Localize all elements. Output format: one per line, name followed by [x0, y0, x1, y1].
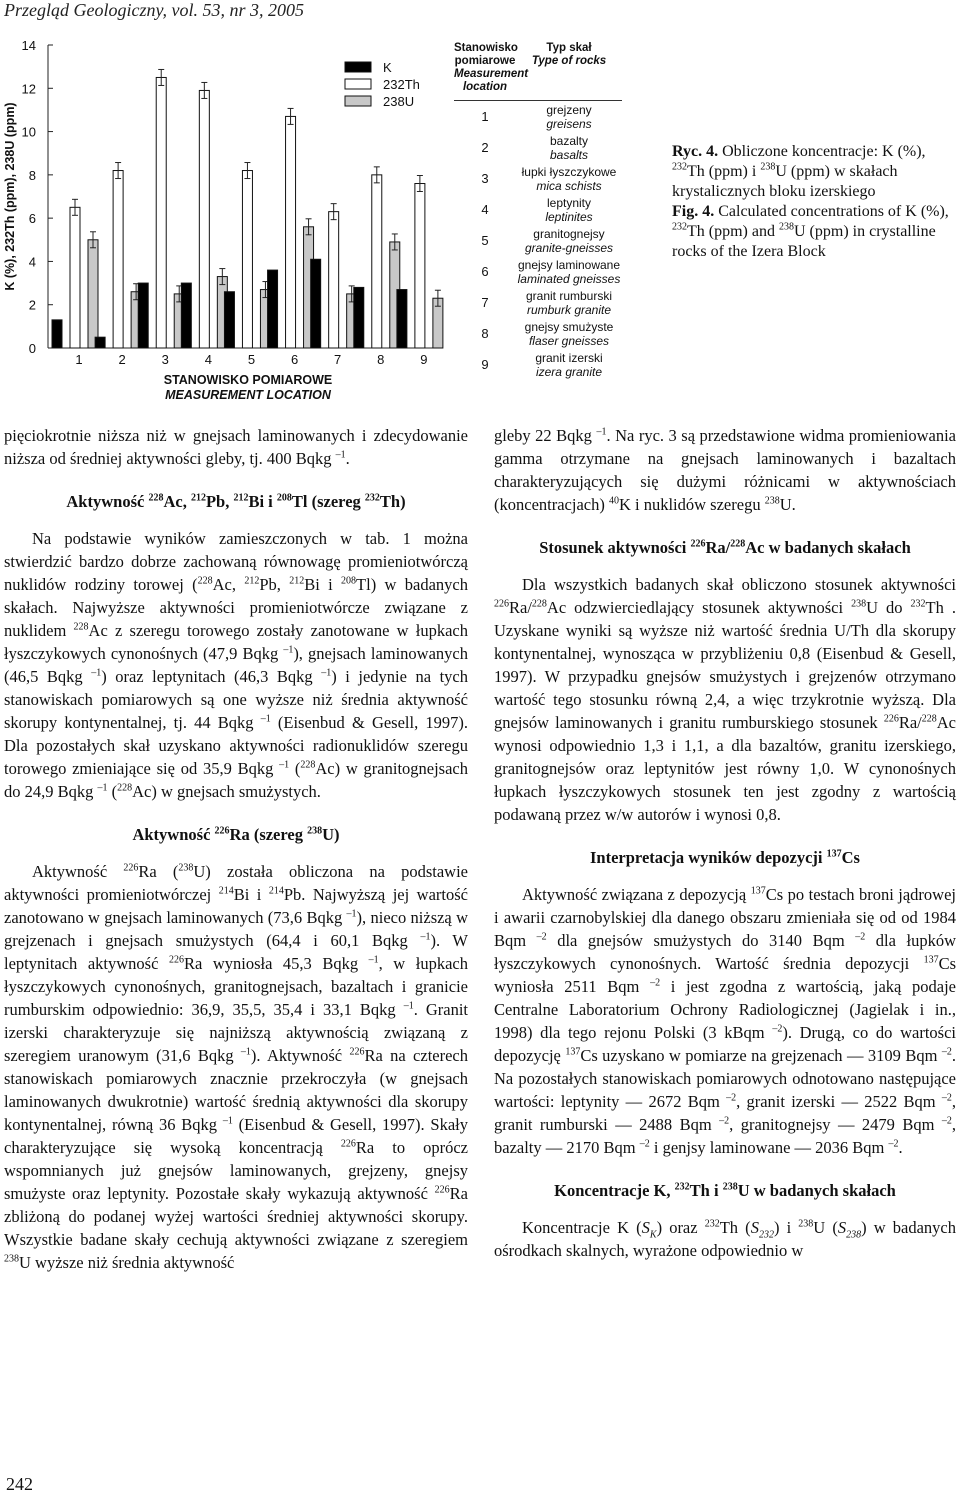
caption-label-pl: Ryc. 4.: [672, 143, 719, 160]
section-heading-ra-ac-ratio: Stosunek aktywności $^{226}$Ra/$^{228}$Ac w badanych skałach: [539, 538, 911, 557]
table-row: [454, 287, 622, 318]
section-heading-ra-226: Aktywność $^{226}$Ra (szereg $^{238}$U): [132, 825, 340, 844]
rock-type-en: greisens: [546, 116, 592, 131]
y-tick-label: 4: [28, 254, 36, 270]
table-head-rock-pl: Typ skał: [546, 42, 592, 54]
bar-k-8: [354, 287, 364, 348]
paragraph: Aktywność związana z depozycją $^{137}$Cs po testach broni jądrowej i awarii czarnobylskiej dla danego obszaru zmieniała się od od 1984 Bqm $^{-2}$ dla gnejsów smużystych do 3140 Bqm $^{-2}$ dla łupków łyszczykowych cynonośnych. Wartość średnia depozycji $^{137}$Cs wyniosła 2511 Bqm $^{-2}$ i jest zgodna z wartością, jaką podaje Centralne Laboratorium Ochrony Radiologicznej (Jagielak i in., 1998) dla tego rejonu Polski (3 kBqm $^{-2}$). Drugą, co do wartości depozycję $^{137}$Cs uzyskano w pomiarze na grejzenach — 3109 Bqm $^{-2}$. Na pozostałych stanowiskach pomiarowych odnotowano następujące wartości: leptynity — 2672 Bqm $^{-2}$, granit izerski — 2522 Bqm $^{-2}$, granit rumburski — 2488 Bqm $^{-2}$, granitognejsy — 2479 Bqm $^{-2}$, bazalty — 2170 Bqm $^{-2}$ i genjsy laminowane — 2036 Bqm $^{-2}$.: [494, 885, 956, 1157]
x-tick-label: 4: [204, 352, 212, 367]
table-row: [454, 163, 622, 194]
table-head-location-pl: Stanowisko pomiarowe: [454, 42, 518, 67]
location-number: 6: [481, 264, 489, 279]
location-number: 1: [481, 109, 489, 124]
rock-type-pl: gnejsy smużyste: [524, 319, 614, 334]
table-row: [454, 132, 622, 163]
rock-type-en: rumburk granite: [526, 302, 612, 317]
text-column-right: [494, 424, 956, 1262]
table-row: [454, 318, 622, 349]
x-tick-label: 8: [377, 352, 385, 367]
table-row: [454, 349, 622, 380]
rock-type-pl: łupki łyszczykowe: [521, 164, 617, 179]
rock-type-en: flaser gneisses: [528, 333, 610, 348]
bar-238u-1: [88, 240, 98, 348]
x-tick-label: 5: [247, 352, 256, 367]
section-heading-cs-137: Interpretacja wyników depozycji $^{137}$Cs: [590, 848, 860, 867]
caption-label-en: Fig. 4.: [672, 203, 715, 220]
x-axis-label-pl: STANOWISKO POMIAROWE: [163, 373, 333, 387]
location-number: 2: [481, 140, 489, 155]
rock-type-pl: granitognejsy: [533, 226, 605, 241]
x-tick-label: 1: [75, 352, 83, 367]
table-row: [454, 194, 622, 225]
rock-type-en: izera granite: [535, 364, 603, 379]
x-axis-label-en: MEASUREMENT LOCATION: [165, 388, 331, 402]
location-number: 4: [481, 202, 489, 217]
bar-232th-5: [242, 171, 252, 348]
text-column-left: [4, 424, 468, 1274]
locations-table: [454, 40, 622, 386]
table-row: [454, 101, 622, 132]
rock-type-en: laminated gneisses: [517, 271, 621, 286]
legend-swatch: [345, 96, 371, 106]
bar-k-7: [311, 259, 321, 348]
table-head-rock-en: Type of rocks: [531, 55, 607, 67]
location-number: 7: [481, 295, 489, 310]
rock-type-en: granite-gneisses: [524, 240, 614, 255]
x-tick-label: 3: [161, 352, 169, 367]
table-row: [454, 256, 622, 287]
figure-caption: [672, 142, 958, 262]
rock-type-pl: bazalty: [549, 133, 589, 148]
bar-232th-2: [113, 171, 123, 348]
x-tick-label: 7: [334, 352, 342, 367]
y-tick-label: 6: [28, 211, 36, 227]
y-tick-label: 14: [21, 38, 36, 53]
legend-label: 232Th: [383, 77, 420, 92]
table-head-location-en: Measurement location: [454, 68, 529, 93]
page-number: 242: [6, 1474, 33, 1494]
bar-k-3: [138, 283, 148, 348]
rock-type-pl: grejzeny: [546, 102, 592, 117]
paragraph: Na podstawie wyników zamieszczonych w tab. 1 można stwierdzić bardzo dobrze zachowaną równowagę promieniotwórczą nuklidów rodziny torowej ($^{228}$Ac, $^{212}$Pb, $^{212}$Bi i $^{208}$Tl) w badanych skałach. Najwyższe aktywności promieniotwórcze związane z nuklidem $^{228}$Ac z szeregu torowego zostały zanotowane w łupkach łyszczykowych cynonośnych (47,9 Bqkg $^{-1}$), gnejsach laminowanych (46,5 Bqkg $^{-1}$) oraz leptynitach (46,3 Bqkg $^{-1}$) i jedynie na tych stanowiskach pomiarowych są one wyższe niż średnia aktywność skorupy kontynentalnej, tj. 44 Bqkg $^{-1}$ (Eisenbud & Gesell, 1997). Dla pozostałych skał uzyskano aktywności radionuklidów szeregu torowego zmieniające się od 35,9 Bqkg $^{-1}$ ($^{228}$Ac) w granitognejsach do 24,9 Bqkg $^{-1}$ ($^{228}$Ac) w gnejsach smużystych.: [4, 529, 469, 801]
bar-232th-4: [199, 90, 209, 348]
legend-swatch: [345, 79, 371, 89]
x-tick-label: 9: [420, 352, 428, 367]
bar-232th-8: [372, 175, 382, 348]
x-tick-label: 2: [118, 352, 126, 367]
legend-label: K: [383, 60, 392, 75]
y-tick-label: 12: [21, 81, 36, 97]
paragraph: Koncentracje K $(S_K)$ oraz $^{232}$Th $(S_{232})$ i $^{238}$U $(S_{238})$ w badanych ośrodkach skalnych, wyrażone odpowiednio w: [494, 1218, 956, 1260]
legend-label: 238U: [383, 94, 415, 109]
caption-text-en: Calculated concentrations of K (%), $^{232}$Th (ppm) and $^{238}$U (ppm) in crystalline rocks of the Izera Block: [672, 203, 949, 260]
section-heading-k-th-u: Koncentracje K, $^{232}$Th i $^{238}$U w badanych skałach: [554, 1181, 896, 1200]
paragraph: gleby 22 Bqkg $^{-1}$. Na ryc. 3 są przedstawione widma promieniowania gamma otrzymane na gnejsach laminowanych i bazaltach charakteryzujących się dużymi różnicami w aktywnościach (koncentracjach) $^{40}$K i nuklidów szeregu $^{238}$U.: [494, 426, 956, 514]
bar-k-2: [95, 337, 105, 348]
rock-type-en: leptinites: [545, 209, 593, 224]
location-number: 3: [481, 171, 489, 186]
y-tick-label: 0: [28, 341, 36, 356]
y-axis-label: K (%), 232Th (ppm), 238U (ppm): [3, 102, 17, 291]
y-tick-label: 8: [28, 167, 36, 183]
x-tick-label: 6: [290, 352, 299, 367]
bar-232th-7: [329, 212, 339, 348]
rock-type-pl: leptynity: [546, 195, 592, 210]
location-number: 9: [481, 357, 489, 372]
caption-text-pl: Obliczone koncentracje: K (%), $^{232}$Th (ppm) i $^{238}$U (ppm) w skałach krystalicznych bloku izerskiego: [672, 143, 926, 200]
y-tick-label: 2: [28, 297, 36, 313]
y-tick-label: 10: [21, 124, 36, 140]
rock-type-pl: granit izerski: [535, 350, 603, 365]
legend-swatch: [345, 62, 371, 72]
bar-232th-9: [415, 184, 425, 348]
bar-chart: [0, 30, 450, 410]
section-heading-ac-pb-bi-tl: Aktywność $^{228}$Ac, $^{212}$Pb, $^{212}$Bi i $^{208}$Tl (szereg $^{232}$Th): [66, 492, 406, 511]
bar-k-6: [268, 270, 278, 348]
bar-232th-1: [70, 207, 80, 348]
rock-type-pl: gnejsy laminowane: [517, 257, 621, 272]
rock-type-pl: granit rumburski: [525, 288, 613, 303]
bar-k-1: [52, 320, 62, 348]
bar-232th-3: [156, 77, 166, 348]
table-row: [454, 225, 622, 256]
journal-header: Przegląd Geologiczny, vol. 53, nr 3, 2005: [4, 0, 304, 20]
bar-k-5: [224, 292, 234, 348]
location-number: 8: [481, 326, 489, 341]
bar-k-9: [397, 290, 407, 348]
paragraph: pięciokrotnie niższa niż w gnejsach laminowanych i zdecydowanie niższa od średniej aktywności gleby, tj. 400 Bqkg $^{-1}$.: [4, 426, 468, 468]
bar-k-4: [181, 283, 191, 348]
paragraph: Dla wszystkich badanych skał obliczono stosunek aktywności $^{226}$Ra/$^{228}$Ac odzwierciedlający stosunek aktywności $^{238}$U do $^{232}$Th . Uzyskane wyniki są wyższe niż wartość średnia U/Th dla skorupy kontynentalnej, wynosząca w przybliżeniu 0,8 (Eisenbud & Gesell, 1997). W przypadku gnejsów smużystych i grejzenów otrzymano wartość tego stosunku równą 2,4, a więc trzykrotnie wyższą. Dla gnejsów laminowanych i granitu rumburskiego stosunek $^{226}$Ra/$^{228}$Ac wynosi odpowiednio 1,3 i 1,1, a dla bazaltów, granitu izerskiego, granitognejsów oraz leptynitów jest równy 1,0. W cynonośnych łupkach łyszczykowych stosunek ten jest zgodny z wartością podawaną przez w/w autorów i wynosi 0,8.: [494, 575, 956, 824]
location-number: 5: [481, 233, 489, 248]
rock-type-en: mica schists: [536, 178, 602, 193]
bar-232th-6: [286, 116, 296, 348]
rock-type-en: basalts: [549, 147, 589, 162]
paragraph: Aktywność $^{226}$Ra ($^{238}$U) została obliczona na podstawie aktywności promieniotwórczej $^{214}$Bi i $^{214}$Pb. Najwyższą jej wartość zanotowano w gnejsach laminowanych (73,6 Bqkg $^{-1}$), nieco niższą w grejzenach i gnejsach smużystych (64,4 i 60,1 Bqkg $^{-1}$). W leptynitach aktywność $^{226}$Ra wyniosła 45,3 Bqkg $^{-1}$, w łupkach łyszczykowych cynonośnych, granitognejsach, bazaltach i granicie rumburskim odpowiednio: 36,9, 35,5, 35,4 i 33,1 Bqkg $^{-1}$. Granit izerski charakteryzuje się najniższą aktywnością związaną z szeregiem uranowym (31,6 Bqkg $^{-1}$). Aktywność $^{226}$Ra na czterech stanowiskach pomiarowych znacznie przekroczyła (w gnejsach laminowanych dwukrotnie) wartość średnią aktywności dla skorupy kontynentalnej, równą 36 Bqkg $^{-1}$ (Eisenbud & Gesell, 1997). Skały charakteryzujące się wysoką koncentracją $^{226}$Ra to oprócz wspomnianych już gnejsów laminowanych, grejzeny, gnejsy smużyste oraz leptynity. Pozostałe skały wykazują aktywność $^{226}$Ra zbliżoną do podanej wyżej wartości średniej aktywności skorupy. Wszystkie badane skały cechują aktywności związane z szeregiem $^{238}$U wyższe niż średnia aktywność: [4, 862, 469, 1272]
